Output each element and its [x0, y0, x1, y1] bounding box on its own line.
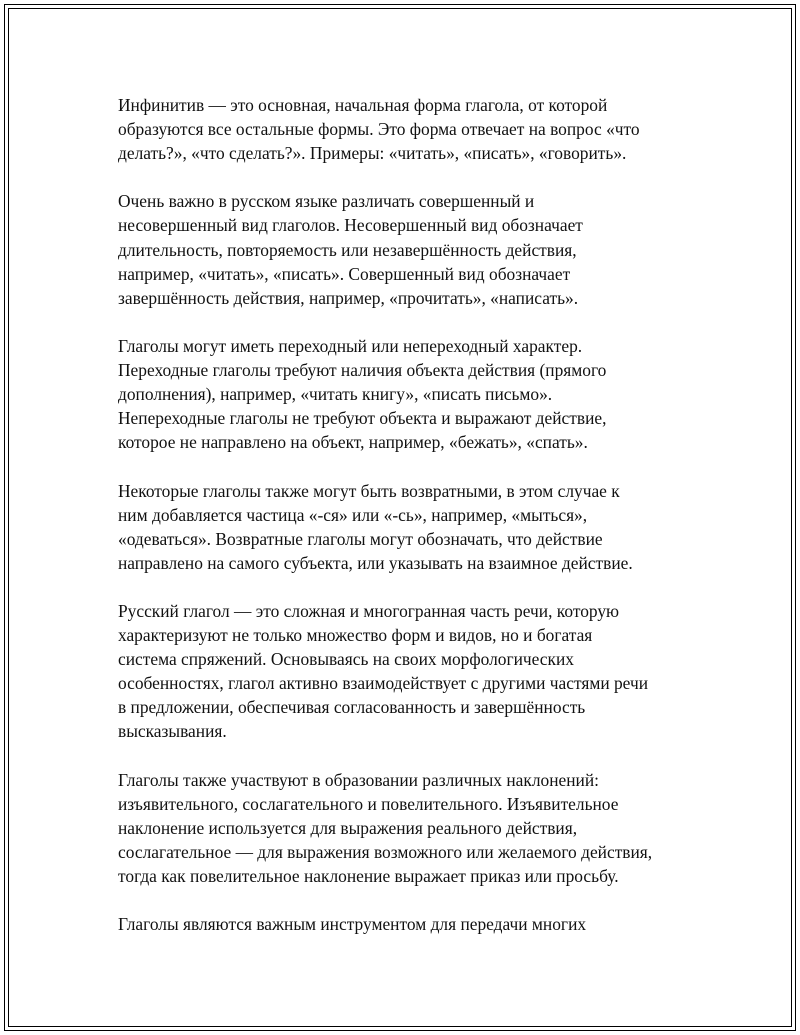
text-line: ним добавляется частица «-ся» или «-сь», например, «мыться»,: [118, 504, 588, 525]
text-line: образуются все остальные формы. Это форма отвечает на вопрос «что: [118, 119, 640, 140]
text-line: система спряжений. Основываясь на своих морфологических: [118, 649, 574, 670]
text-line: несовершенный вид глаголов. Несовершенный вид обозначает: [118, 215, 583, 236]
text-line: наклонение используется для выражения реального действия,: [118, 817, 578, 838]
text-line: которое не направлено на объект, например, «бежать», «спать».: [118, 432, 588, 453]
text-line: Русский глагол — это сложная и многогранная часть речи, которую: [118, 600, 620, 621]
paragraph: [118, 768, 698, 888]
text-line: завершённость действия, например, «прочитать», «написать».: [118, 287, 579, 308]
text-line: Глаголы могут иметь переходный или непереходный характер.: [118, 335, 583, 356]
text-line: Инфинитив — это основная, начальная форма глагола, от которой: [118, 95, 608, 115]
text-line: Переходные глаголы требуют наличия объекта действия (прямого: [118, 360, 607, 381]
paragraph: [118, 334, 698, 454]
text-line: например, «читать», «писать». Совершенный вид обозначает: [118, 263, 571, 284]
text-line: Непереходные глаголы не требуют объекта и выражают действие,: [118, 408, 607, 429]
text-line: Некоторые глаголы также могут быть возвратными, в этом случае к: [118, 480, 620, 501]
text-line: дополнения), например, «читать книгу», «писать письмо».: [118, 384, 553, 405]
text-line: делать?», «что сделать?». Примеры: «читать», «писать», «говорить».: [118, 143, 627, 164]
text-line: «одеваться». Возвратные глаголы могут обозначать, что действие: [118, 528, 603, 549]
text-line: Глаголы также участвуют в образовании различных наклонений:: [118, 769, 599, 790]
paragraph: [118, 479, 698, 575]
text-line: изъявительного, сослагательного и повелительного. Изъявительное: [118, 793, 619, 814]
paragraph: [118, 93, 698, 165]
paragraph: [118, 599, 698, 744]
paragraph: [118, 189, 698, 309]
text-line: в предложении, обеспечивая согласованность и завершённость: [118, 697, 586, 718]
document-body: [118, 93, 698, 960]
text-line: направлено на самого субъекта, или указывать на взаимное действие.: [118, 552, 633, 573]
text-line: высказывания.: [118, 721, 227, 742]
text-line: Глаголы являются важным инструментом для передачи многих: [118, 914, 587, 935]
text-line: сослагательное — для выражения возможного или желаемого действия,: [118, 841, 653, 862]
text-line: Очень важно в русском языке различать совершенный и: [118, 191, 535, 212]
text-line: длительность, повторяемость или незавершённость действия,: [118, 239, 577, 260]
text-line: тогда как повелительное наклонение выражает приказ или просьбу.: [118, 866, 619, 886]
paragraph: [118, 912, 698, 936]
text-line: характеризуют не только множество форм и видов, но и богатая: [118, 625, 593, 646]
text-line: особенностях, глагол активно взаимодействует с другими частями речи: [118, 673, 649, 694]
